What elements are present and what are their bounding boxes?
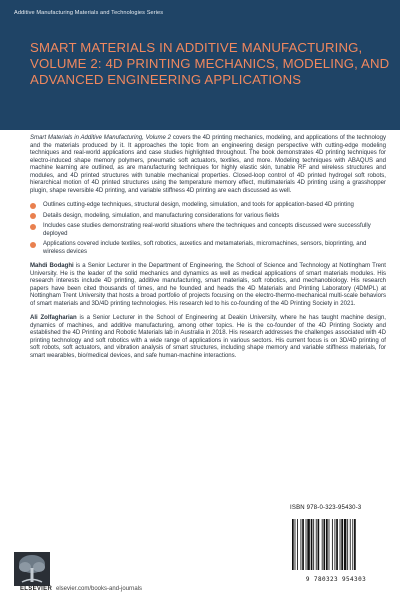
description-paragraph [30,135,386,195]
barcode-graphic [290,517,382,572]
barcode-bar [307,519,310,570]
barcode-bar [292,519,294,570]
barcode-bar [323,519,325,570]
feature-text: Includes case studies demonstrating real-world situations where the techniques and concepts discussed were successfully deployed [43,223,371,237]
author-bio-text: is a Senior Lecturer in the School of Engineering at Deakin University, where he has taught machine design, dynamics of machines, and additive manufacturing, among other topics. He is the co-founder of the 4D Printing Society and established the 4D Printing and Robotic Materials lab in Australia in 2018. His research addresses the challenges associated with 4D printing technology and soft robotics with a wide range of applications in various sectors. His current focus is on 3D/4D printing of soft robots, soft actuators, and vibration analysis of smart structures, including shape memory and variable stiffness materials, for smart wearables, bio/medical devices, and safe human-machine interactions. [30,315,386,359]
barcode-bar [297,519,298,570]
bullet-icon [30,224,36,230]
header-band [0,0,400,130]
barcode-bar [316,519,317,570]
bullet-icon [30,213,36,219]
author-name: Ali Zolfagharian [30,315,77,321]
barcode-bar [354,519,356,570]
author-name: Mahdi Bodaghi [30,263,74,269]
barcode-bar [336,519,338,570]
barcode-bar [301,519,302,570]
barcode-bar [313,519,314,570]
author-bio [30,315,386,360]
barcode-icon [290,517,382,572]
feature-text: Details design, modeling, simulation, and manufacturing considerations for various fields [43,212,280,219]
isbn-label: ISBN 978-0-323-95430-3 [290,505,362,511]
description-book-title: Smart Materials in Additive Manufacturing, Volume 2 [30,135,172,141]
book-title-heading: SMART MATERIALS IN ADDITIVE MANUFACTURING, VOLUME 2: 4D PRINTING MECHANICS, MODELING, AND ADVANCED ENGINEERING APPLICATIONS [30,40,390,87]
barcode-bar [306,519,307,570]
body-content [30,135,386,367]
feature-text: Outlines cutting-edge techniques, structural design, modeling, simulation, and tools for application-based 4D printing [43,202,354,208]
barcode-bar [311,519,313,570]
barcode-bar [335,519,336,570]
feature-item [30,213,386,221]
bullet-icon [30,203,36,209]
author-bio [30,263,386,308]
feature-item [30,202,386,210]
series-label: Additive Manufacturing Materials and Technologies Series [14,10,164,16]
feature-text: Applications covered include textiles, soft robotics, auxetics and metamaterials, micromachines, sensors, bioprinting, and wireless devices [43,241,367,255]
author-bio-text: is a Senior Lecturer in the Department of Engineering, the School of Science and Technology at Nottingham Trent University. He is the leader of the solid mechanics and dynamics as well as medical applications of smart materials modules. His research interests include 4D printing, additive manufacturing, smart materials, soft robotics, and mechanobiology. His research papers have been cited thousands of times, and he founded and heads the 4D Materials and Printing Laboratory (4DMPL) at Nottingham Trent University that hosts a broad portfolio of projects focusing on the electro-thermo-mechanical multi-scale behaviors of smart materials and 3D/4D printing technologies. His research led to his co-founding of the 4D Printing Society in 2021. [30,263,386,307]
description-text: covers the 4D printing mechanics, modeling, and applications of the technology and the materials produced by it. It approaches the topic from an engineering design perspective with cutting-edge modeling techniques and real-world applications and case studies highlighted throughout. The book demonstrates 4D printing techniques for electro-induced shape memory polymers, pneumatic soft actuators, textiles, and more. Modeling techniques with ABAQUS and machine learning are outlined, as are manufacturing techniques for highly elastic skin, tunable RF and wireless structures and modules, and 4D printed structures with tunable mechanical properties. Closed-loop control of 4D printed hydrogel soft robots, hierarchical motion of 4D printed structures using the temperature memory effect, multimaterials 4D printing using a grasshopper plugin, shape reversible 4D printing, and variable stiffness 4D printing are each discussed as well. [30,135,386,194]
barcode-bar [341,519,343,570]
bullet-icon [30,242,36,248]
barcode-bar [332,519,333,570]
barcode-bar [322,519,323,570]
barcode-bar [302,519,304,570]
barcode-bar [340,519,341,570]
feature-item [30,223,386,238]
barcode-bar [352,519,353,570]
feature-item [30,241,386,256]
barcode-bar [318,519,320,570]
barcode-bar [329,519,330,570]
publisher-name: ELSEVIER [20,586,53,592]
publisher-website-link[interactable]: elsevier.com/books-and-journals [56,586,143,592]
barcode-bar [347,519,348,570]
barcode-bar [350,519,351,570]
feature-list [30,202,386,256]
barcode-bar [344,519,347,570]
logo-graphic [14,552,50,586]
barcode-bar [326,519,328,570]
barcode-bar [295,519,296,570]
barcode-digits: 9 780323 954303 [305,576,367,583]
elsevier-tree-logo-icon [14,552,50,586]
